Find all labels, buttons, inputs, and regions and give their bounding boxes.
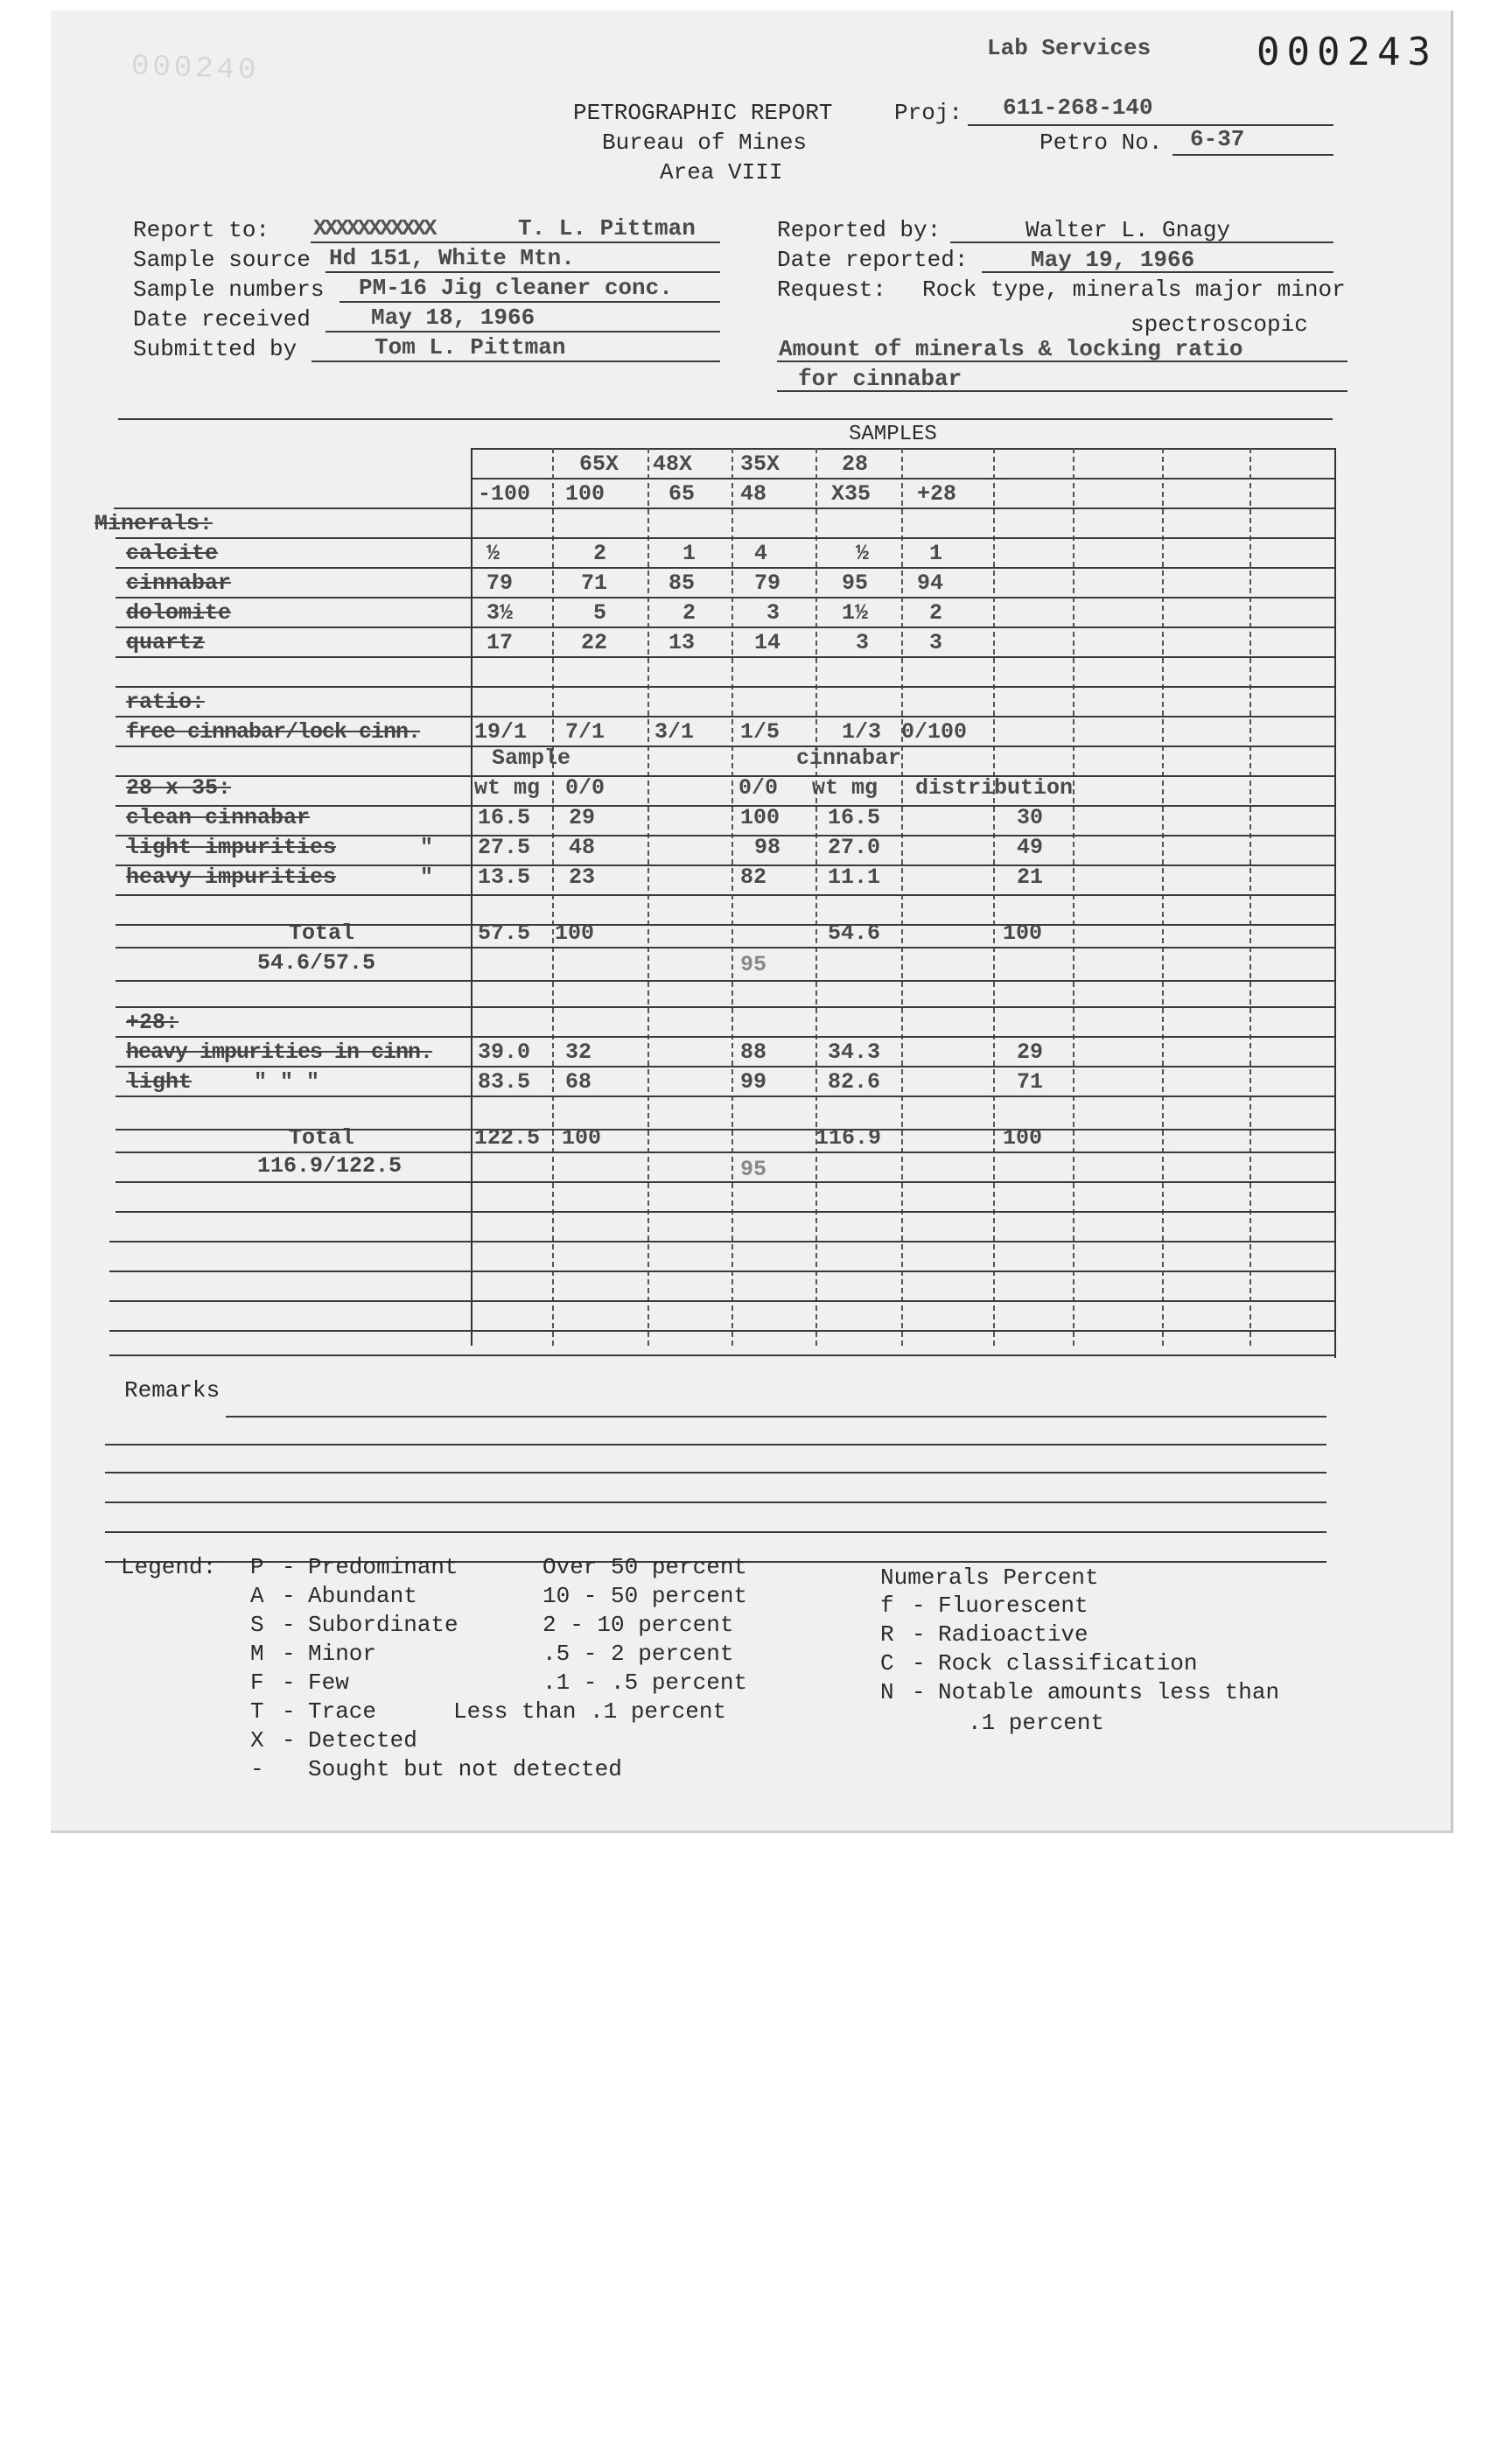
table-row-line bbox=[116, 537, 1334, 539]
ratio-value: 0/100 bbox=[901, 719, 968, 745]
table-row-line bbox=[109, 1354, 1334, 1356]
mineral-value: 95 bbox=[842, 570, 869, 596]
mineral-value: 13 bbox=[668, 630, 696, 655]
samples-title: SAMPLES bbox=[849, 423, 937, 446]
table-row-line bbox=[109, 1300, 1334, 1302]
col-head-3: 65 bbox=[668, 481, 696, 507]
legend-name: Notable amounts less than bbox=[938, 1679, 1280, 1705]
area-name: Area VIII bbox=[660, 159, 783, 186]
document-number: 000243 bbox=[1256, 30, 1438, 74]
row-plus28-dist: 29 bbox=[1017, 1040, 1044, 1065]
col-head-top-1: 65X bbox=[579, 452, 620, 477]
legend-dash: - bbox=[282, 1698, 296, 1725]
petro-label: Petro No. bbox=[1040, 130, 1163, 156]
legend-name: Subordinate bbox=[308, 1612, 458, 1638]
legend-name: Radioactive bbox=[938, 1621, 1088, 1648]
reported-by-value: Walter L. Gnagy bbox=[1026, 217, 1231, 243]
date-received-value: May 18, 1966 bbox=[371, 304, 536, 331]
mineral-value: 3 bbox=[856, 630, 870, 655]
legend-code: S bbox=[250, 1612, 264, 1638]
report-to-struck: XXXXXXXXXXX bbox=[313, 215, 435, 242]
ratio-row-label: free cinnabar/lock cinn. bbox=[126, 719, 421, 745]
mineral-value: 4 bbox=[754, 541, 768, 566]
ratio-value: 19/1 bbox=[474, 719, 528, 745]
row-28x35-cwt: 27.0 bbox=[828, 835, 881, 860]
legend-right-tail: .1 percent bbox=[968, 1710, 1105, 1736]
bureau-name: Bureau of Mines bbox=[602, 130, 808, 156]
legend-label: Legend: bbox=[121, 1554, 217, 1580]
mineral-value: ½ bbox=[856, 541, 870, 566]
legend-name: Detected bbox=[308, 1727, 417, 1754]
sample-source-value: Hd 151, White Mtn. bbox=[329, 245, 575, 271]
mineral-value: 1 bbox=[929, 541, 943, 566]
report-to-value: T. L. Pittman bbox=[518, 215, 696, 242]
row-plus28-cwt: 82.6 bbox=[828, 1069, 881, 1095]
mineral-value: 3 bbox=[766, 600, 780, 626]
row-plus28-cwt: 34.3 bbox=[828, 1040, 881, 1065]
mineral-value: 1½ bbox=[842, 600, 869, 626]
ratio-value: 7/1 bbox=[565, 719, 606, 745]
ratio-28x35-label: 54.6/57.5 bbox=[257, 950, 376, 976]
mineral-value: 5 bbox=[593, 600, 607, 626]
table-row-line bbox=[109, 1241, 1334, 1242]
col-head-top-2: 48X bbox=[653, 452, 693, 477]
legend-name: Sought but not detected bbox=[308, 1756, 622, 1782]
legend-code: X bbox=[250, 1727, 264, 1754]
row-28x35-cwt: 16.5 bbox=[828, 805, 881, 830]
mineral-name: quartz bbox=[126, 630, 206, 655]
row-28x35-name: clean cinnabar bbox=[126, 805, 311, 830]
legend-name: Few bbox=[308, 1670, 349, 1696]
legend-code: F bbox=[250, 1670, 264, 1696]
table-row-line bbox=[116, 894, 1334, 896]
mineral-name: calcite bbox=[126, 541, 219, 566]
date-reported-label: Date reported: bbox=[777, 247, 969, 273]
cinnabar-head: cinnabar bbox=[796, 746, 902, 771]
row-28x35-wt: 13.5 bbox=[478, 864, 531, 890]
legend-dash: - bbox=[282, 1554, 296, 1580]
mineral-value: 3½ bbox=[486, 600, 514, 626]
row-28x35-dist: 49 bbox=[1017, 835, 1044, 860]
table-row-line bbox=[109, 1270, 1334, 1272]
row-plus28-wt: 39.0 bbox=[478, 1040, 531, 1065]
request-label: Request: bbox=[777, 276, 886, 303]
sub-head-pct: 0/0 bbox=[565, 775, 606, 801]
row-28x35-dist: 30 bbox=[1017, 805, 1044, 830]
mineral-value: 79 bbox=[486, 570, 514, 596]
total-plus28-pct: 100 bbox=[562, 1125, 602, 1151]
table-row-line bbox=[116, 567, 1334, 569]
section-28x35: 28 x 35: bbox=[126, 775, 232, 801]
legend-range: .1 - .5 percent bbox=[542, 1670, 748, 1696]
row-28x35-wt: 27.5 bbox=[478, 835, 531, 860]
row-plus28-dist: 71 bbox=[1017, 1069, 1044, 1095]
sub-head-cpct: 0/0 bbox=[738, 775, 779, 801]
legend-range: 10 - 50 percent bbox=[542, 1583, 748, 1609]
row-plus28-name: light bbox=[126, 1069, 192, 1095]
col-head-5: X35 bbox=[831, 481, 872, 507]
legend-code: A bbox=[250, 1583, 264, 1609]
mineral-value: 2 bbox=[593, 541, 607, 566]
petro-value: 6-37 bbox=[1190, 126, 1245, 152]
row-plus28-cpct: 99 bbox=[740, 1069, 767, 1095]
mineral-value: 3 bbox=[929, 630, 943, 655]
legend-name: Fluorescent bbox=[938, 1592, 1088, 1619]
row-28x35-cwt: 11.1 bbox=[828, 864, 881, 890]
legend-dash: - bbox=[282, 1583, 296, 1609]
mineral-value: 17 bbox=[486, 630, 514, 655]
total-plus28-cwt: 116.9 bbox=[816, 1125, 882, 1151]
mineral-value: 94 bbox=[917, 570, 944, 596]
legend-code: P bbox=[250, 1554, 264, 1580]
row-28x35-name: light impurities bbox=[126, 835, 337, 860]
legend-name: Predominant bbox=[308, 1554, 458, 1580]
row-plus28-name: heavy impurities in cinn. bbox=[126, 1040, 433, 1065]
legend-range: Less than .1 percent bbox=[453, 1698, 727, 1725]
legend-code: N bbox=[880, 1679, 894, 1705]
request-line-2: spectroscopic bbox=[1130, 312, 1308, 338]
row-28x35-pct: 48 bbox=[569, 835, 596, 860]
lab-services-label: Lab Services bbox=[987, 35, 1152, 61]
col-head-6: +28 bbox=[917, 481, 957, 507]
legend-dash: - bbox=[282, 1641, 296, 1667]
reported-by-label: Reported by: bbox=[777, 217, 942, 243]
legend-code: - bbox=[250, 1756, 264, 1782]
mineral-value: 2 bbox=[682, 600, 696, 626]
total-28x35-cwt: 54.6 bbox=[828, 920, 881, 946]
row-28x35-dist: 21 bbox=[1017, 864, 1044, 890]
table-row-line bbox=[116, 746, 1334, 747]
legend-name: Trace bbox=[308, 1698, 377, 1725]
legend-range: Over 50 percent bbox=[542, 1554, 748, 1580]
row-plus28-cpct: 88 bbox=[740, 1040, 767, 1065]
table-row-line bbox=[116, 626, 1334, 628]
sample-numbers-label: Sample numbers bbox=[133, 276, 325, 303]
submitted-by-label: Submitted by bbox=[133, 336, 298, 362]
row-plus28-pct: 32 bbox=[565, 1040, 592, 1065]
legend-code: f bbox=[880, 1592, 894, 1619]
total-28x35-dist: 100 bbox=[1003, 920, 1043, 946]
legend-dash: - bbox=[912, 1621, 926, 1648]
proj-label: Proj: bbox=[894, 100, 963, 126]
date-received-label: Date received bbox=[133, 306, 311, 332]
submitted-by-value: Tom L. Pittman bbox=[374, 334, 566, 360]
legend-dash: - bbox=[282, 1727, 296, 1754]
legend-name: Minor bbox=[308, 1641, 377, 1667]
table-row-line bbox=[116, 775, 1334, 777]
legend-dash: - bbox=[912, 1679, 926, 1705]
ratio-value: 3/1 bbox=[654, 719, 695, 745]
request-line-4: for cinnabar bbox=[798, 366, 962, 392]
row-28x35-mark: " bbox=[420, 835, 434, 860]
total-plus28-label: Total bbox=[289, 1125, 354, 1153]
ratio-plus28-value: 95 bbox=[740, 1157, 767, 1182]
col-head-top-4: 28 bbox=[842, 452, 869, 477]
table-row-line bbox=[116, 656, 1334, 658]
mineral-value: ½ bbox=[486, 541, 500, 566]
table-row-line bbox=[116, 1006, 1334, 1008]
legend-dash: - bbox=[912, 1592, 926, 1619]
row-28x35-wt: 16.5 bbox=[478, 805, 531, 830]
col-head-2: 100 bbox=[565, 481, 606, 507]
row-28x35-mark: " bbox=[420, 864, 434, 890]
table-row-line bbox=[116, 716, 1334, 718]
sample-source-label: Sample source bbox=[133, 247, 311, 273]
table-row-line bbox=[116, 1096, 1334, 1097]
remarks-label: Remarks bbox=[124, 1377, 220, 1404]
section-plus28: +28: bbox=[126, 1010, 179, 1035]
sample-numbers-value: PM-16 Jig cleaner conc. bbox=[359, 275, 673, 301]
mineral-value: 79 bbox=[754, 570, 781, 596]
table-row-line bbox=[116, 597, 1334, 598]
proj-value: 611-268-140 bbox=[1003, 94, 1153, 121]
legend-code: T bbox=[250, 1698, 264, 1725]
mineral-name: dolomite bbox=[126, 600, 232, 626]
ratio-value: 1/3 bbox=[842, 719, 882, 745]
col-head-4: 48 bbox=[740, 481, 767, 507]
legend-code: C bbox=[880, 1650, 894, 1676]
ratio-28x35-value: 95 bbox=[740, 952, 767, 977]
table-row-line bbox=[116, 980, 1334, 982]
report-to-label: Report to: bbox=[133, 217, 270, 243]
mineral-value: 1 bbox=[682, 541, 696, 566]
total-28x35-pct: 100 bbox=[555, 920, 595, 946]
row-28x35-cpct: 98 bbox=[754, 835, 781, 860]
request-value: Rock type, minerals major minor bbox=[922, 276, 1346, 303]
ratio-label: ratio: bbox=[126, 690, 206, 715]
legend-range: 2 - 10 percent bbox=[542, 1612, 734, 1638]
mineral-name: cinnabar bbox=[126, 570, 232, 596]
table-row-line bbox=[116, 1211, 1334, 1213]
mineral-value: 71 bbox=[581, 570, 608, 596]
mineral-value: 85 bbox=[668, 570, 696, 596]
mineral-value: 14 bbox=[754, 630, 781, 655]
request-line-3: Amount of minerals & locking ratio bbox=[779, 336, 1243, 362]
row-28x35-cpct: 100 bbox=[740, 805, 780, 830]
col-head-1: -100 bbox=[478, 481, 531, 507]
total-plus28-dist: 100 bbox=[1003, 1125, 1043, 1151]
legend-code: M bbox=[250, 1641, 264, 1667]
sub-head-wt: wt mg bbox=[474, 775, 541, 801]
row-28x35-pct: 23 bbox=[569, 864, 596, 890]
table-row-line bbox=[116, 686, 1334, 688]
row-28x35-cpct: 82 bbox=[740, 864, 767, 890]
ghost-number: 000240 bbox=[130, 50, 261, 88]
ratio-value: 1/5 bbox=[740, 719, 780, 745]
row-28x35-name: heavy impurities bbox=[126, 864, 337, 890]
legend-range: .5 - 2 percent bbox=[542, 1641, 734, 1667]
mineral-value: 22 bbox=[581, 630, 608, 655]
row-plus28-mark: " " " bbox=[254, 1069, 320, 1095]
row-28x35-pct: 29 bbox=[569, 805, 596, 830]
sub-head-cwt: wt mg bbox=[812, 775, 878, 801]
total-28x35-wt: 57.5 bbox=[478, 920, 531, 946]
minerals-label: Minerals: bbox=[94, 511, 214, 536]
legend-name: Rock classification bbox=[938, 1650, 1198, 1676]
ratio-plus28-label: 116.9/122.5 bbox=[257, 1153, 402, 1179]
table-row-line bbox=[109, 1330, 1334, 1332]
legend-dash: - bbox=[282, 1670, 296, 1696]
table-row-line bbox=[116, 1181, 1334, 1183]
col-head-top-3: 35X bbox=[740, 452, 780, 477]
row-plus28-wt: 83.5 bbox=[478, 1069, 531, 1095]
total-plus28-wt: 122.5 bbox=[474, 1125, 541, 1151]
row-plus28-pct: 68 bbox=[565, 1069, 592, 1095]
legend-numerals: Numerals Percent bbox=[880, 1564, 1099, 1591]
date-reported-value: May 19, 1966 bbox=[1031, 247, 1195, 273]
table-row-line bbox=[116, 1066, 1334, 1068]
sub-head-dist: distribution bbox=[915, 775, 1074, 801]
total-28x35-label: Total bbox=[289, 920, 354, 948]
legend-dash: - bbox=[912, 1650, 926, 1676]
mineral-value: 2 bbox=[929, 600, 943, 626]
legend-code: R bbox=[880, 1621, 894, 1648]
report-title: PETROGRAPHIC REPORT bbox=[573, 100, 833, 126]
table-row-line bbox=[116, 1036, 1334, 1038]
legend-dash: - bbox=[282, 1612, 296, 1638]
sample-head: Sample bbox=[492, 746, 571, 771]
legend-name: Abundant bbox=[308, 1583, 417, 1609]
